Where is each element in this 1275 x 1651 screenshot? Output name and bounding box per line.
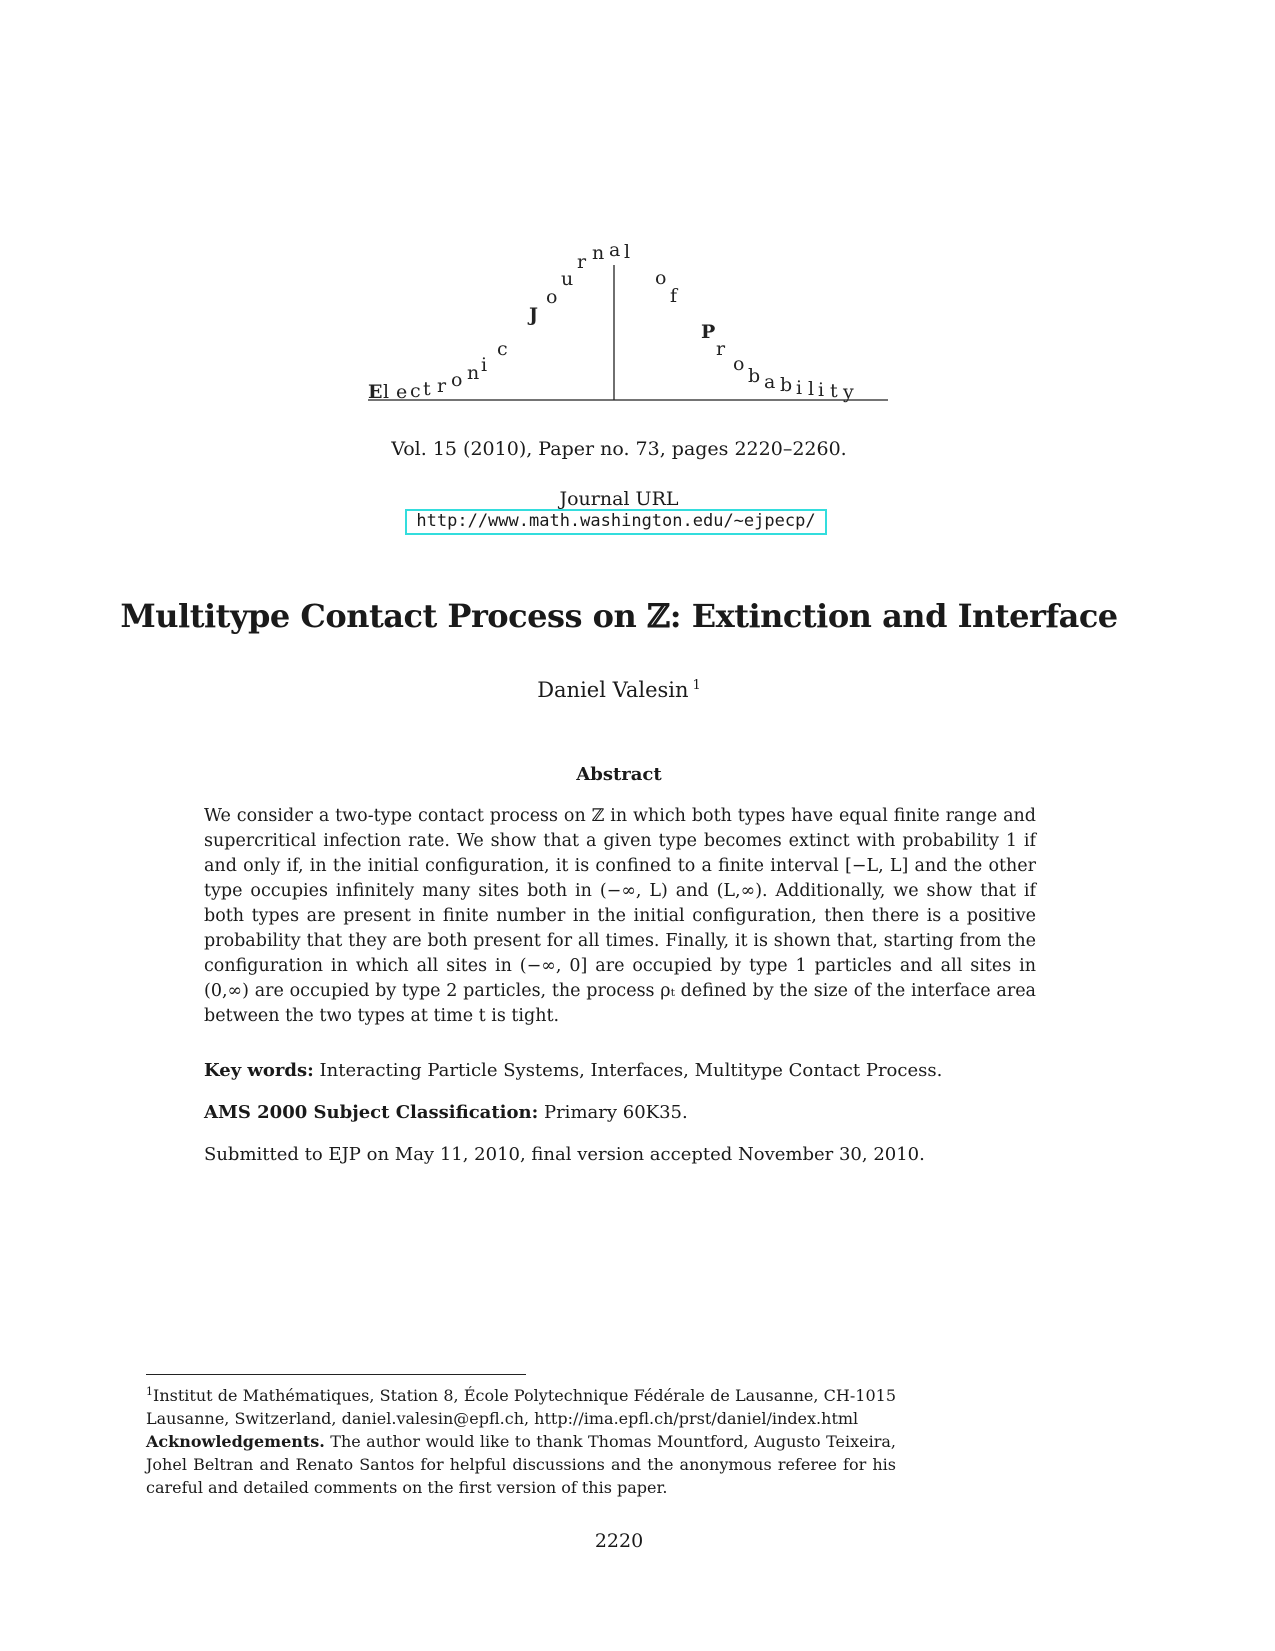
logo-letter: t (830, 380, 838, 402)
ams-label: AMS 2000 Subject Classification: (204, 1102, 539, 1123)
logo-letter: i (796, 377, 803, 399)
logo-letter: i (818, 379, 825, 401)
logo-letter: o (451, 369, 463, 391)
keywords (204, 1060, 1104, 1081)
logo-letter: y (843, 381, 854, 403)
logo-letter: E (368, 381, 383, 403)
logo-letter: e (396, 381, 408, 403)
logo-letter: c (410, 380, 421, 402)
footnote-acknowledgements (146, 1430, 896, 1499)
ack-label: Acknowledgements. (146, 1432, 325, 1451)
ams-text: Primary 60K35. (543, 1102, 688, 1123)
journal-logo (0, 0, 1275, 420)
logo-letter: r (716, 338, 726, 360)
logo-letter: l (808, 378, 815, 400)
journal-url-label: Journal URL (559, 488, 679, 510)
logo-letter: o (546, 286, 558, 308)
logo-letter: b (780, 374, 793, 396)
footnote (146, 1380, 896, 1499)
logo-letter: a (764, 371, 776, 393)
volume-info: Vol. 15 (2010), Paper no. 73, pages 2220–2260. (391, 438, 847, 460)
logo-letter: P (701, 321, 716, 343)
author-name: Daniel Valesin (537, 678, 689, 702)
logo-letter: l (624, 241, 631, 263)
submission-info: Submitted to EJP on May 11, 2010, final version accepted November 30, 2010. (204, 1144, 925, 1165)
footnote-rule (146, 1374, 526, 1375)
footnote-mark: 1 (146, 1385, 153, 1398)
page-number: 2220 (594, 1530, 644, 1552)
logo-letter: o (733, 353, 745, 375)
logo-letter: u (561, 268, 574, 290)
ams-classification (204, 1102, 1104, 1123)
logo-letter: n (467, 362, 480, 384)
paper-title: Multitype Contact Process on ℤ: Extinction and Interface (120, 597, 1118, 635)
abstract-heading: Abstract (576, 764, 662, 785)
author (0, 678, 1238, 702)
logo-letter: b (748, 365, 761, 387)
ack-text: The author would like to thank Thomas Mountford, Augusto Teixeira, Johel Beltran and Renato Santos for helpful discussions and the anonymous referee for his careful and detailed comments on the first version of this paper. (146, 1432, 897, 1497)
keywords-label: Key words: (204, 1060, 314, 1081)
logo-letter: J (529, 304, 538, 326)
abstract-body: We consider a two-type contact process on ℤ in which both types have equal finite range and supercritical infection rate. We show that a given type becomes extinct with probability 1 if and only if, in the initial configuration, it is confined to a finite interval [−L, L] and the other type occupies infinitely many sites both in (−∞, L) and (L,∞). Additionally, we show that if both types are present in finite number in the initial configuration, then there is a positive probability that they are both present for all times. Finally, it is shown that, starting from the configuration in which all sites in (−∞, 0] are occupied by type 1 particles and all sites in (0,∞) are occupied by type 2 particles, the process ρₜ defined by the size of the interface area between the two types at time t is tight. (204, 806, 1036, 1026)
logo-letter: t (423, 378, 431, 400)
journal-url-link[interactable]: http://www.math.washington.edu/~ejpecp/ (416, 511, 816, 531)
keywords-text: Interacting Particle Systems, Interfaces, Multitype Contact Process. (319, 1060, 943, 1081)
logo-letter: f (670, 285, 678, 307)
logo-letter: o (655, 267, 667, 289)
logo-letter: r (437, 375, 447, 397)
author-footnote-mark: 1 (692, 678, 701, 693)
footnote-affiliation-text: Institut de Mathématiques, Station 8, École Polytechnique Fédérale de Lausanne, CH-1015 Lausanne, Switzerland, daniel.valesin@epfl.ch, http://ima.epfl.ch/prst/daniel/index.html (146, 1386, 896, 1428)
logo-letter: r (577, 251, 587, 273)
footnote-affiliation (146, 1380, 896, 1430)
logo-letter: a (609, 239, 621, 261)
logo-letter: l (383, 381, 390, 403)
logo-letter: c (497, 338, 508, 360)
logo-letter: n (592, 242, 605, 264)
logo-letter: i (481, 354, 488, 376)
